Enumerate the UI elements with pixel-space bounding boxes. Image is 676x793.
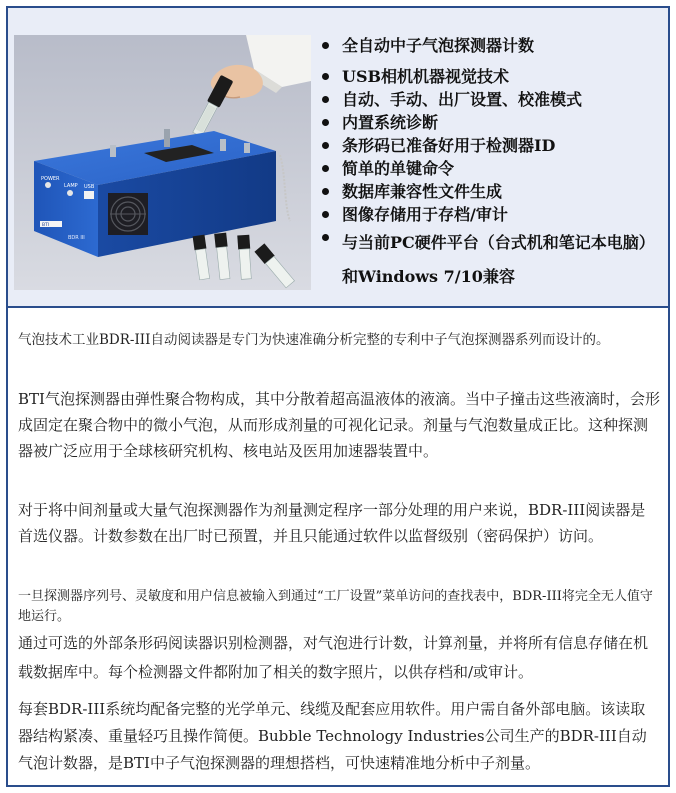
bdr-reader-illustration bbox=[14, 35, 311, 290]
feature-item: 内置系统诊断 bbox=[312, 111, 668, 134]
product-header bbox=[8, 8, 668, 308]
feature-list bbox=[312, 34, 668, 294]
page-frame bbox=[6, 6, 670, 787]
power-label: POWER bbox=[41, 176, 60, 182]
feature-item: 简单的单键命令 bbox=[312, 157, 668, 180]
user-paragraph: 对于将中间剂量或大量气泡探测器作为剂量测定程序一部分处理的用户来说，BDR-III阅读器是首选仪器。计数参数在出厂时已预置，并且只能通过软件以监督级别（密码保护）访问。 bbox=[18, 501, 646, 545]
feature-item: USB相机机器视觉技术 bbox=[312, 65, 668, 88]
feature-item: 数据库兼容性文件生成 bbox=[312, 180, 668, 203]
feature-item: 全自动中子气泡探测器计数 bbox=[312, 34, 668, 57]
intro-paragraph: 气泡技术工业BDR-III自动阅读器是专门为快速准确分析完整的专利中子气泡探测器系列而设计的。 bbox=[18, 332, 610, 348]
brand-plate: BTI bbox=[42, 223, 50, 228]
lamp-label: LAMP bbox=[64, 183, 78, 189]
detector-description: BTI气泡探测器由弹性聚合物构成，其中分散着超高温液体的液滴。当中子撞击这些液滴时，会形成固定在聚合物中的微小气泡，从而形成剂量的可视化记录。剂量与气泡数量成正比。这种探测器被广泛应用于全球核研究机构、核电站及医用加速器装置中。 bbox=[18, 390, 660, 460]
feature-item: 条形码已准备好用于检测器ID bbox=[312, 134, 668, 157]
usb-label: USB bbox=[84, 184, 95, 190]
setup-paragraph: 一旦探测器序列号、灵敏度和用户信息被输入到通过“工厂设置”菜单访问的查找表中，BDR-III将完全无人值守地运行。 bbox=[18, 589, 653, 624]
model-label: BDR III bbox=[68, 235, 85, 241]
feature-item: 自动、手动、出厂设置、校准模式 bbox=[312, 88, 668, 111]
product-photo bbox=[14, 35, 311, 290]
feature-item: 与当前PC硬件平台（台式机和笔记本电脑）和Windows 7/10兼容 bbox=[312, 226, 668, 294]
system-paragraph: 每套BDR-III系统均配备完整的光学单元、线缆及配套应用软件。用户需自备外部电脑。该读取器结构紧凑、重量轻巧且操作简便。Bubble Technology Industries公司生产的BDR-III自动气泡计数器，是BTI中子气泡探测器的理想搭档，可快速精准地分析中子剂量。 bbox=[18, 700, 647, 772]
barcode-paragraph: 通过可选的外部条形码阅读器识别检测器，对气泡进行计数，计算剂量，并将所有信息存储在机载数据库中。每个检测器文件都附加了相关的数字照片，以供存档和/或审计。 bbox=[18, 634, 649, 681]
feature-item: 图像存储用于存档/审计 bbox=[312, 203, 668, 226]
fan-grille-icon bbox=[108, 193, 148, 235]
